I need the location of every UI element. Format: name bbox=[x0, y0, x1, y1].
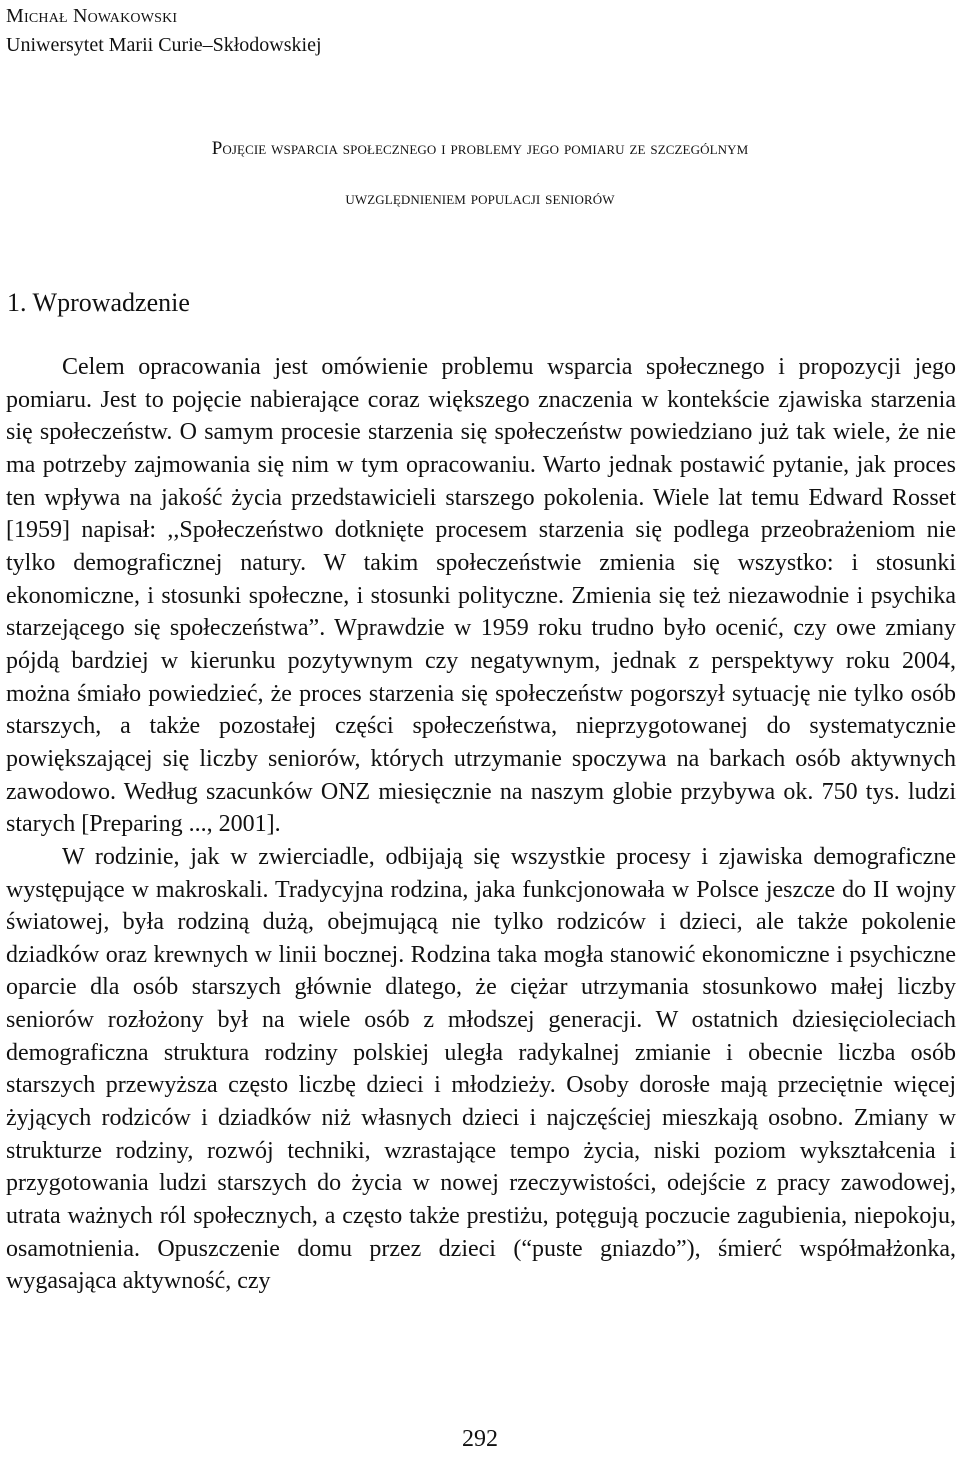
body-text bbox=[6, 351, 956, 1298]
author-affiliation: Uniwersytet Marii Curie–Skłodowskiej bbox=[6, 34, 322, 56]
title-line-1: Pojęcie wsparcia społecznego i problemy jego pomiaru ze szczególnym bbox=[211, 138, 749, 159]
title-line-2: uwzględnieniem populacji seniorów bbox=[345, 188, 615, 209]
author-name: Michał Nowakowski bbox=[6, 5, 178, 27]
page-number: 292 bbox=[462, 1426, 498, 1452]
paragraph-1: Celem opracowania jest omówienie problemu wsparcia społecznego i propozycji jego pomiaru. Jest to pojęcie nabierające coraz większego znaczenia w kontekście zjawiska starzenia się społeczeństw. O samym procesie starzenia się społeczeństw powiedziano już tak wiele, że nie ma potrzeby zajmowania się nim w tym opracowaniu. Warto jednak postawić pytanie, jak proces ten wpływa na jakość życia przedstawicieli starszego pokolenia. Wiele lat temu Edward Rosset [1959] napisał: ,,Społeczeństwo dotknięte procesem starzenia się podlega przeobrażeniom nie tylko demograficznej natury. W takim społeczeństwie zmienia się wszystko: i stosunki ekonomiczne, i stosunki społeczne, i stosunki polityczne. Zmienia się też niezawodnie i psychika starzejącego się społeczeństwa”. Wprawdzie w 1959 roku trudno było ocenić, czy owe zmiany pójdą bardziej w kierunku pozytywnym czy negatywnym, jednak z perspektywy roku 2004, można śmiało powiedzieć, że proces starzenia się społeczeństw pogorszył sytuację nie tylko osób starszych, a także pozostałej części społeczeństwa, nieprzygotowanej do systematycznie powiększającej się liczby seniorów, których utrzymanie spoczywa na barkach osób aktywnych zawodowo. Według szacunków ONZ miesięcznie na naszym globie przybywa ok. 750 tys. ludzi starych [Preparing ..., 2001]. bbox=[6, 354, 956, 838]
article-title bbox=[0, 124, 960, 224]
paragraph-2: W rodzinie, jak w zwierciadle, odbijają się wszystkie procesy i zjawiska demograficzne występujące w makroskali. Tradycyjna rodzina, jaka funkcjonowała w Polsce jeszcze do II wojny światowej, była rodziną dużą, obejmującą nie tylko rodziców i dzieci, ale także pokolenie dziadków oraz krewnych w linii bocznej. Rodzina taka mogła stanowić ekonomiczne i psychiczne oparcie dla osób starszych głównie dlatego, że ciężar utrzymania stosunkowo małej liczby seniorów rozłożony był na wiele osób z młodszej generacji. W ostatnich dziesięcioleciach demograficzna struktura rodziny polskiej uległa radykalnej zmianie i obecnie liczba osób starszych przewyższa często liczbę dzieci i młodzieży. Osoby dorosłe mają przeciętnie więcej żyjących rodziców i dziadków niż własnych dzieci i najczęściej mieszkają osobno. Zmiany w strukturze rodziny, rozwój techniki, wzrastające tempo życia, niski poziom wykształcenia i przygotowania ludzi starszych do życia w nowej rzeczywistości, odejście z pracy zawodowej, utrata ważnych ról społecznych, a często także prestiżu, potęgują poczucie zagubienia, niepokoju, osamotnienia. Opuszczenie domu przez dzieci (“puste gniazdo”), śmierć współmałżonka, wygasająca aktywność, czy bbox=[6, 843, 956, 1295]
section-heading: 1. Wprowadzenie bbox=[7, 288, 190, 317]
